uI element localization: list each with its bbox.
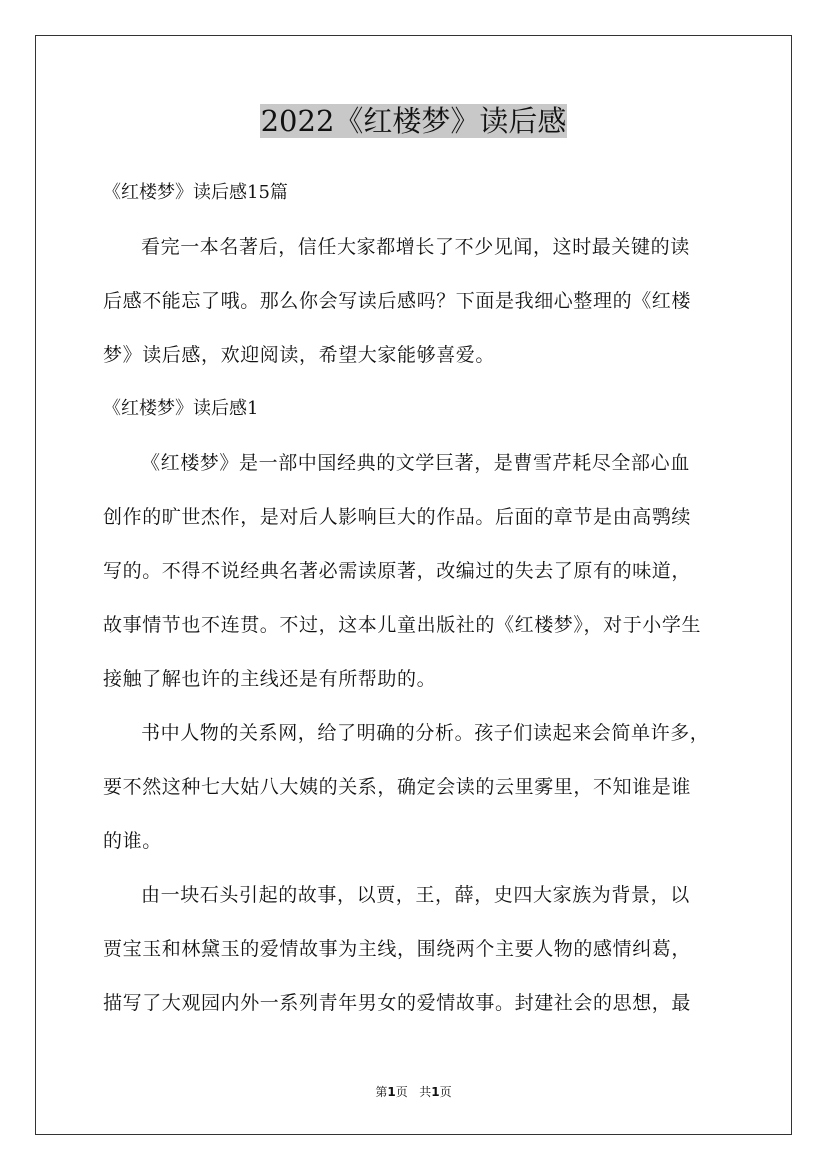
page-prefix: 第 [375, 1085, 388, 1099]
total-prefix: 共 [419, 1085, 432, 1099]
paragraph-line: 写的。不得不说经典名著必需读原著，改编过的失去了原有的味道， [103, 560, 692, 582]
page-number: 1 [387, 1085, 396, 1099]
document-title [0, 101, 827, 141]
paragraph-line: 的谁。 [103, 830, 162, 852]
total-suffix: 页 [439, 1085, 452, 1099]
paragraph-line: 由一块石头引起的故事，以贾，王，薛，史四大家族为背景，以 [141, 884, 690, 906]
paragraph-line: 书中人物的关系网，给了明确的分析。孩子们读起来会简单许多， [141, 722, 710, 744]
paragraph-line: 要不然这种七大姑八大姨的关系，确定会读的云里雾里，不知谁是谁 [103, 776, 692, 798]
paragraph-line: 后感不能忘了哦。那么你会写读后感吗？下面是我细心整理的《红楼 [103, 290, 692, 312]
paragraph-line: 梦》读后感，欢迎阅读，希望大家能够喜爱。 [103, 344, 496, 366]
subtitle: 《红楼梦》读后感15篇 [103, 182, 288, 203]
section-heading: 《红楼梦》读后感1 [103, 398, 259, 419]
paragraph-line: 描写了大观园内外一系列青年男女的爱情故事。封建社会的思想，最 [103, 992, 692, 1014]
paragraph-line: 贾宝玉和林黛玉的爱情故事为主线，围绕两个主要人物的感情纠葛， [103, 938, 692, 960]
document-title-text: 2022《红楼梦》读后感 [260, 104, 567, 138]
paragraph-line: 《红楼梦》是一部中国经典的文学巨著，是曹雪芹耗尽全部心血 [141, 452, 690, 474]
page-footer [0, 1084, 827, 1100]
paragraph-line: 接触了解也许的主线还是有所帮助的。 [103, 668, 437, 690]
paragraph-line: 创作的旷世杰作，是对后人影响巨大的作品。后面的章节是由高鹗续 [103, 506, 692, 528]
page-suffix: 页 [395, 1085, 408, 1099]
paragraph-line: 故事情节也不连贯。不过，这本儿童出版社的《红楼梦》，对于小学生 [103, 614, 702, 636]
total-pages: 1 [431, 1085, 440, 1099]
paragraph-line: 看完一本名著后，信任大家都增长了不少见闻，这时最关键的读 [141, 236, 690, 258]
